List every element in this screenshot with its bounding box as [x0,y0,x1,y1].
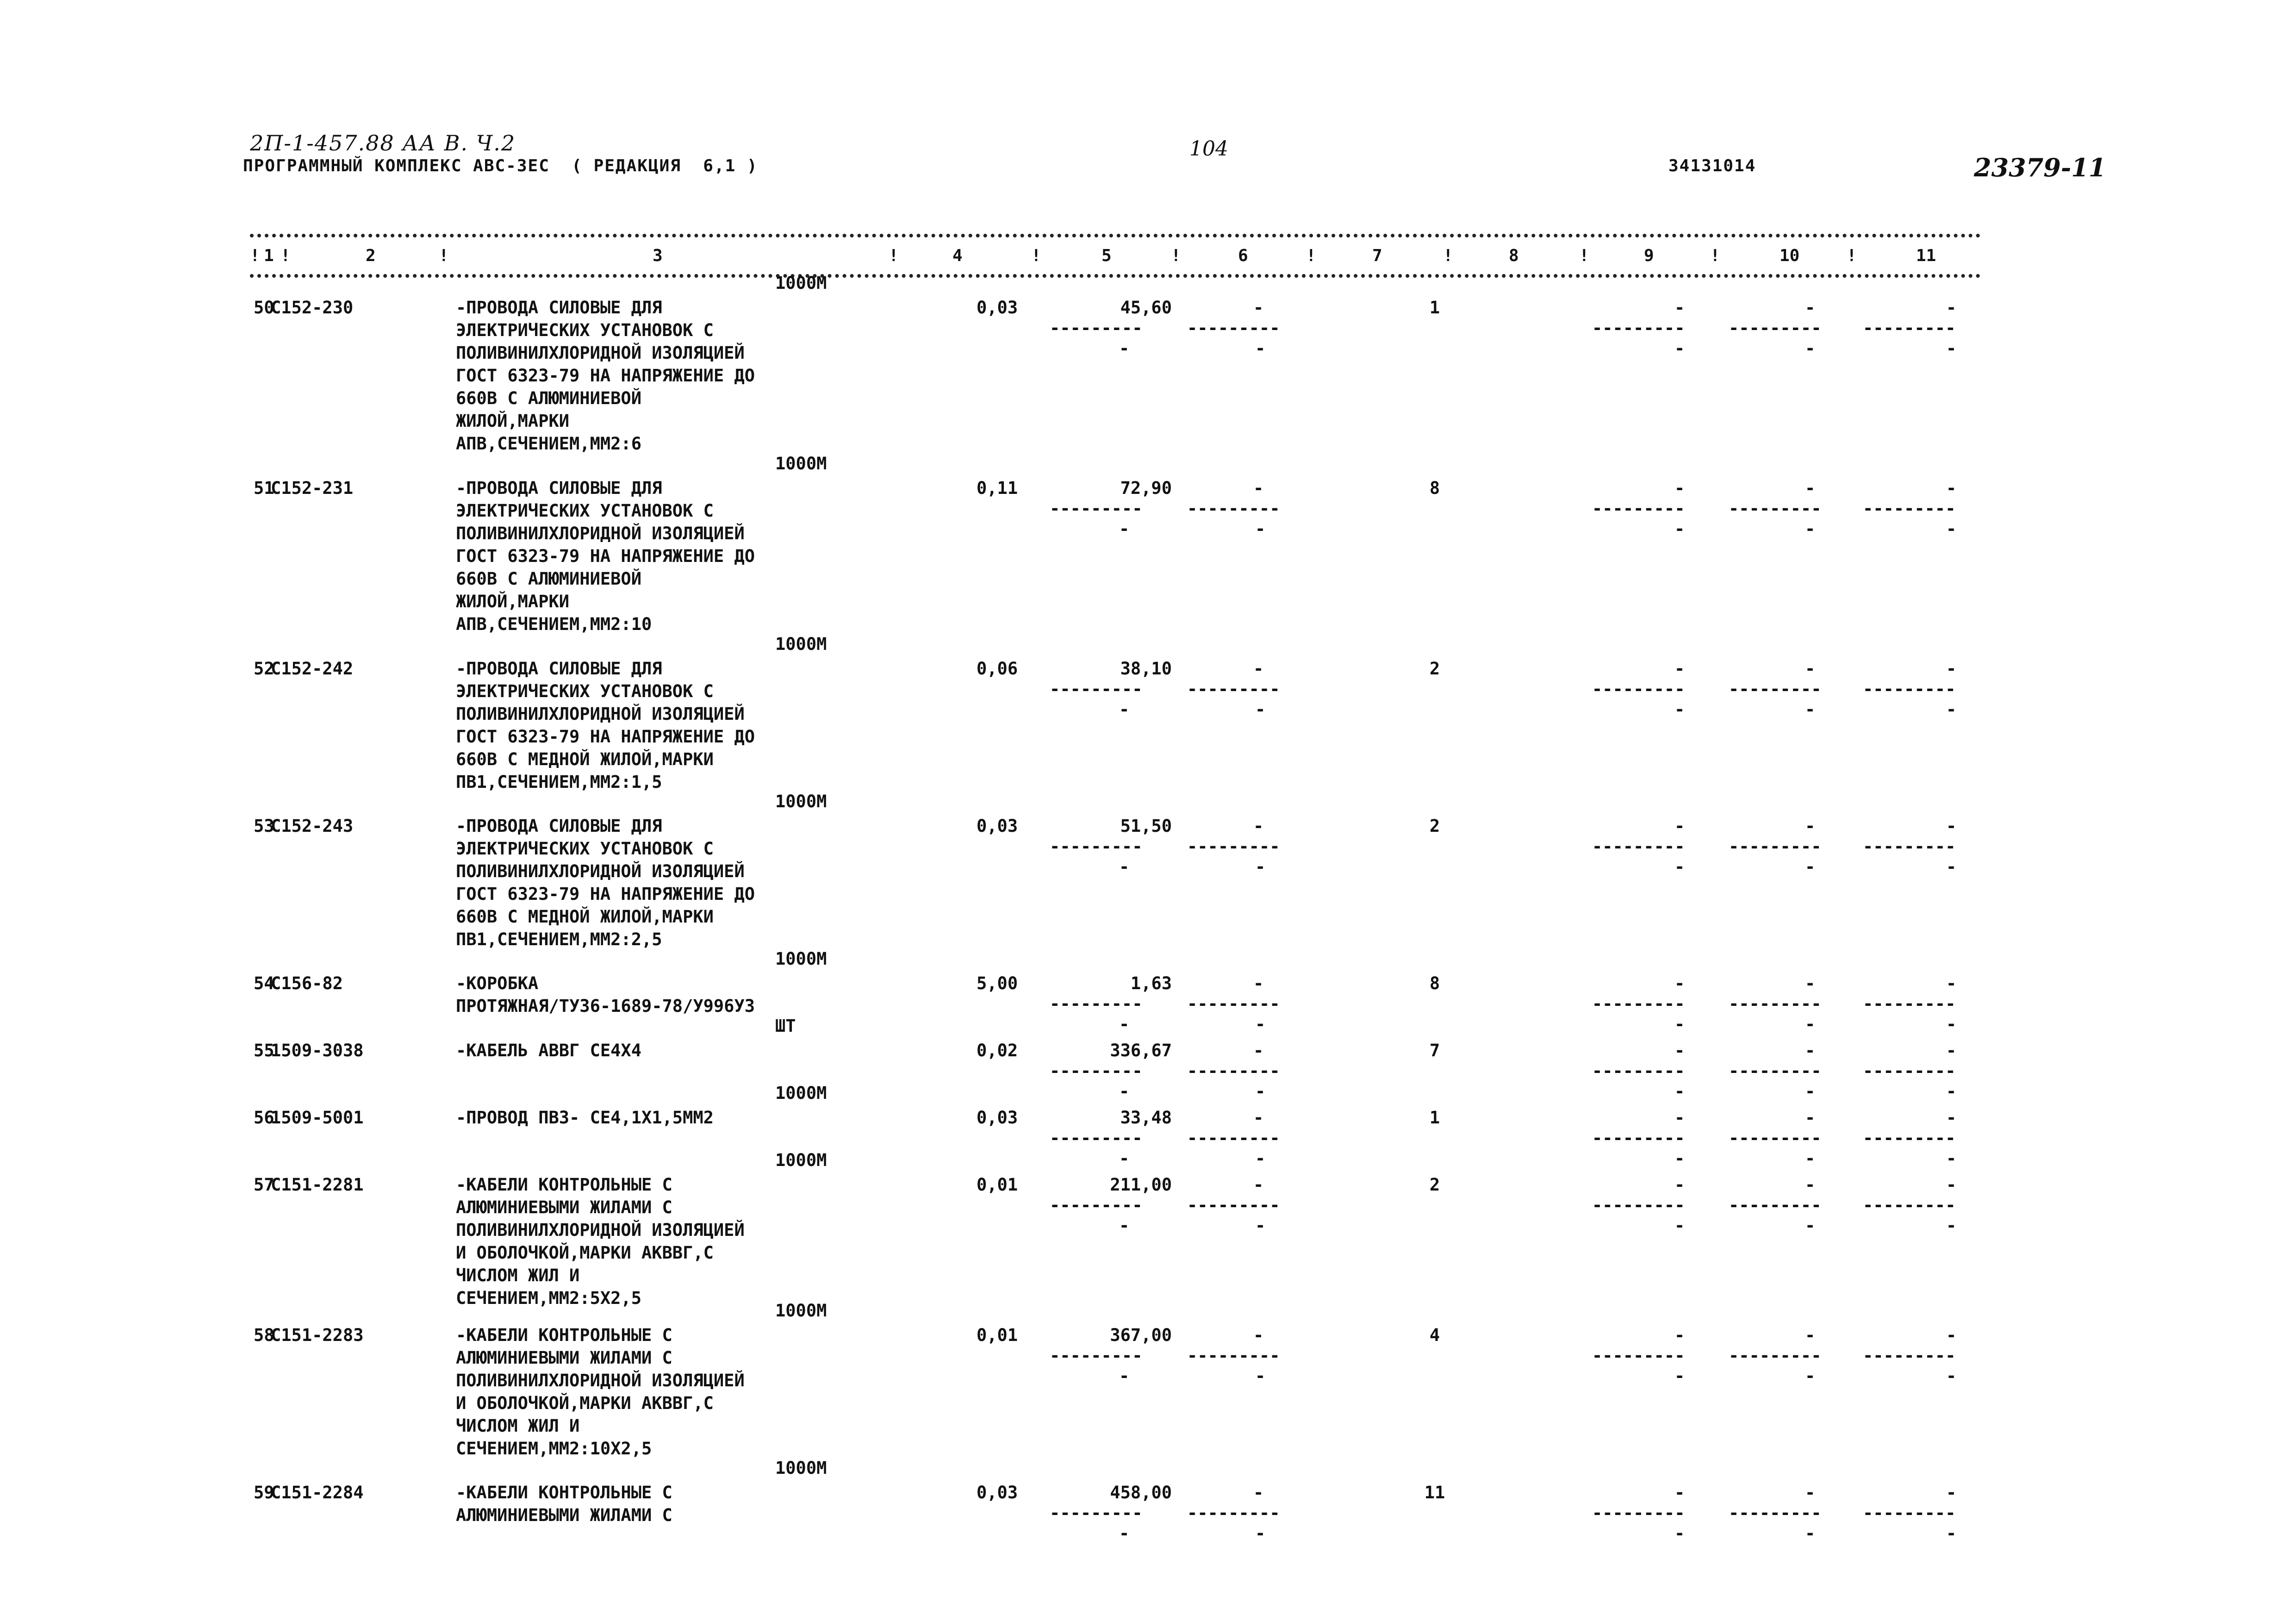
cell-col6: - [1253,1483,1264,1503]
cell-col8: 7 [1429,1041,1440,1060]
dash-rule: --------- [1187,1346,1280,1365]
dash-mark: - [1805,1081,1816,1101]
col-1: 1 [264,246,274,265]
cell-col11: - [1946,816,1957,836]
cell-col10: - [1805,816,1816,836]
cell-col5: 33,48 [1120,1108,1172,1128]
dash-rule: --------- [1050,1503,1143,1523]
dash-rule: --------- [1187,994,1280,1014]
unit-label: 1000М [775,949,827,969]
row-code: С151-2283 [271,1325,364,1345]
cell-col5: 1,63 [1130,973,1172,993]
row-description: -ПРОВОДА СИЛОВЫЕ ДЛЯ ЭЛЕКТРИЧЕСКИХ УСТАНОВОК С ПОЛИВИНИЛХЛОРИДНОЙ ИЗОЛЯЦИЕЙ ГОСТ 6323-79 НА НАПРЯЖЕНИЕ ДО 660В С АЛЮМИНИЕВОЙ ЖИЛОЙ,МАРКИ АПВ,СЕЧЕНИЕМ,ММ2:10 [456,478,755,634]
dash-rule: --------- [1592,994,1685,1014]
dash-mark: - [1119,1216,1130,1235]
row-number: 59 [254,1483,274,1503]
cell-col4: 0,03 [977,298,1018,318]
dash-rule: --------- [1729,836,1822,856]
unit-label: 1000М [775,273,827,293]
dash-rule: --------- [1863,1346,1956,1365]
dash-rule: --------- [1050,994,1143,1014]
dash-mark: - [1946,857,1957,877]
col-10: 10 [1780,246,1800,265]
col-7: 7 [1372,246,1382,265]
dash-rule: --------- [1592,1503,1685,1523]
col-8: 8 [1509,246,1519,265]
dash-mark: - [1805,1148,1816,1168]
unit-label: 1000М [775,1150,827,1170]
dash-rule: --------- [1592,679,1685,699]
row-code: С152-242 [271,659,354,679]
dash-mark: - [1805,1216,1816,1235]
cell-col6: - [1253,1041,1264,1060]
dash-rule: --------- [1592,1128,1685,1148]
cell-col11: - [1946,298,1957,318]
dash-rule: --------- [1729,1346,1822,1365]
dash-mark: - [1119,338,1130,358]
dash-rule: --------- [1050,1128,1143,1148]
dash-rule: --------- [1187,836,1280,856]
dash-mark: - [1119,1148,1130,1168]
cell-col4: 0,01 [977,1175,1018,1195]
dash-rule: --------- [1729,994,1822,1014]
cell-col11: - [1946,659,1957,679]
row-description: -КАБЕЛИ КОНТРОЛЬНЫЕ С АЛЮМИНИЕВЫМИ ЖИЛАМИ С [456,1483,672,1525]
unit-label: 1000М [775,792,827,811]
dash-mark: - [1119,857,1130,877]
cell-col8: 1 [1429,298,1440,318]
row-number: 58 [254,1325,274,1345]
cell-col5: 51,50 [1120,816,1172,836]
program-title: ПРОГРАММНЫЙ КОМПЛЕКС АВС-3ЕС ( РЕДАКЦИЯ 6,1 ) [243,156,758,175]
cell-col5: 72,90 [1120,478,1172,498]
dash-mark: - [1946,1366,1957,1386]
dash-rule: --------- [1592,836,1685,856]
col-4: 4 [952,246,963,265]
dash-rule: --------- [1187,318,1280,338]
dash-mark: - [1805,699,1816,719]
cell-col10: - [1805,1108,1816,1128]
dash-rule: --------- [1863,994,1956,1014]
dash-rule: --------- [1863,1195,1956,1215]
cell-col4: 0,03 [977,1483,1018,1503]
row-number: 56 [254,1108,274,1128]
dash-mark: - [1674,699,1685,719]
dash-rule: --------- [1729,1195,1822,1215]
dash-rule: --------- [1050,679,1143,699]
doc-reference: 2П-1-457.88 АА В. Ч.2 [250,131,516,156]
cell-col9: - [1674,659,1685,679]
cell-col6: - [1253,816,1264,836]
cell-col11: - [1946,478,1957,498]
dash-mark: - [1255,1523,1266,1543]
cell-col5: 45,60 [1120,298,1172,318]
cell-col10: - [1805,298,1816,318]
cell-col10: - [1805,1175,1816,1195]
cell-col9: - [1674,816,1685,836]
cell-col8: 2 [1429,659,1440,679]
dash-rule: --------- [1187,1128,1280,1148]
cell-col4: 0,11 [977,478,1018,498]
dash-rule: --------- [1863,1128,1956,1148]
dash-mark: - [1119,699,1130,719]
dash-mark: - [1805,519,1816,539]
dash-rule: --------- [1729,318,1822,338]
cell-col5: 458,00 [1110,1483,1172,1503]
dash-mark: - [1119,519,1130,539]
col-9: 9 [1644,246,1654,265]
unit-label: 1000М [775,1301,827,1321]
row-description: -КАБЕЛЬ АВВГ СЕ4Х4 [456,1041,641,1060]
dash-rule: --------- [1187,679,1280,699]
row-code: С151-2284 [271,1483,364,1503]
cell-col6: - [1253,659,1264,679]
cell-col4: 0,01 [977,1325,1018,1345]
cell-col10: - [1805,1483,1816,1503]
dash-mark: - [1119,1366,1130,1386]
cell-col10: - [1805,973,1816,993]
dash-mark: - [1805,1366,1816,1386]
cell-col4: 0,03 [977,1108,1018,1128]
document-code: 34131014 [1668,156,1756,175]
dash-mark: - [1674,1216,1685,1235]
dash-mark: - [1946,1148,1957,1168]
table-header-rule [250,274,1981,278]
dash-rule: --------- [1729,1061,1822,1081]
cell-col11: - [1946,1325,1957,1345]
dash-rule: --------- [1863,836,1956,856]
cell-col9: - [1674,1325,1685,1345]
cell-col4: 0,06 [977,659,1018,679]
row-number: 55 [254,1041,274,1060]
dash-mark: - [1674,1523,1685,1543]
dash-mark: - [1805,857,1816,877]
row-code: С156-82 [271,973,343,993]
cell-col11: - [1946,1483,1957,1503]
row-description: -ПРОВОДА СИЛОВЫЕ ДЛЯ ЭЛЕКТРИЧЕСКИХ УСТАНОВОК С ПОЛИВИНИЛХЛОРИДНОЙ ИЗОЛЯЦИЕЙ ГОСТ 6323-79 НА НАПРЯЖЕНИЕ ДО 660В С АЛЮМИНИЕВОЙ ЖИЛОЙ,МАРКИ АПВ,СЕЧЕНИЕМ,ММ2:6 [456,298,755,454]
dash-rule: --------- [1592,499,1685,518]
cell-col11: - [1946,1041,1957,1060]
dash-mark: - [1255,699,1266,719]
dash-mark: - [1805,1014,1816,1034]
cell-col8: 2 [1429,816,1440,836]
cell-col8: 4 [1429,1325,1440,1345]
cell-col8: 11 [1424,1483,1445,1503]
dash-mark: - [1674,857,1685,877]
dash-rule: --------- [1729,499,1822,518]
row-number: 53 [254,816,274,836]
dash-mark: - [1255,1081,1266,1101]
row-number: 50 [254,298,274,318]
cell-col6: - [1253,298,1264,318]
dash-mark: - [1119,1014,1130,1034]
row-code: 1509-3038 [271,1041,364,1060]
dash-mark: - [1674,338,1685,358]
dash-mark: - [1255,338,1266,358]
dash-mark: - [1946,1216,1957,1235]
dash-rule: --------- [1050,1346,1143,1365]
cell-col8: 8 [1429,478,1440,498]
dash-rule: --------- [1592,318,1685,338]
dash-rule: --------- [1187,1061,1280,1081]
dash-rule: --------- [1050,499,1143,518]
cell-col10: - [1805,1325,1816,1345]
row-description: -ПРОВОДА СИЛОВЫЕ ДЛЯ ЭЛЕКТРИЧЕСКИХ УСТАНОВОК С ПОЛИВИНИЛХЛОРИДНОЙ ИЗОЛЯЦИЕЙ ГОСТ 6323-79 НА НАПРЯЖЕНИЕ ДО 660В С МЕДНОЙ ЖИЛОЙ,МАРКИ ПВ1,СЕЧЕНИЕМ,ММ2:2,5 [456,816,755,949]
dash-mark: - [1674,1148,1685,1168]
cell-col5: 211,00 [1110,1175,1172,1195]
cell-col9: - [1674,1175,1685,1195]
dash-mark: - [1674,1081,1685,1101]
cell-col6: - [1253,973,1264,993]
stamp-number: 23379-11 [1974,153,2106,182]
dash-mark: - [1674,1366,1685,1386]
cell-col5: 367,00 [1110,1325,1172,1345]
cell-col10: - [1805,1041,1816,1060]
cell-col5: 336,67 [1110,1041,1172,1060]
cell-col6: - [1253,478,1264,498]
row-number: 54 [254,973,274,993]
dash-mark: - [1946,699,1957,719]
unit-label: 1000М [775,454,827,474]
row-code: С151-2281 [271,1175,364,1195]
row-code: 1509-5001 [271,1108,364,1128]
dash-rule: --------- [1863,1061,1956,1081]
dash-rule: --------- [1050,1195,1143,1215]
col-5: 5 [1101,246,1112,265]
dash-mark: - [1255,519,1266,539]
unit-label: 1000М [775,1458,827,1478]
cell-col9: - [1674,973,1685,993]
dash-mark: - [1255,1148,1266,1168]
dash-mark: - [1119,1081,1130,1101]
cell-col6: - [1253,1175,1264,1195]
dash-rule: --------- [1187,499,1280,518]
cell-col9: - [1674,1108,1685,1128]
dash-mark: - [1805,1523,1816,1543]
dash-rule: --------- [1050,836,1143,856]
dash-rule: --------- [1863,1503,1956,1523]
dash-mark: - [1674,519,1685,539]
col-3: 3 [653,246,663,265]
dash-mark: - [1946,338,1957,358]
dash-mark: - [1946,1014,1957,1034]
cell-col11: - [1946,973,1957,993]
cell-col8: 1 [1429,1108,1440,1128]
cell-col9: - [1674,298,1685,318]
page-number: 104 [1189,137,1228,161]
unit-label: ШТ [775,1016,796,1036]
dash-rule: --------- [1863,679,1956,699]
cell-col4: 0,02 [977,1041,1018,1060]
dash-mark: - [1255,1366,1266,1386]
cell-col10: - [1805,478,1816,498]
row-description: -КАБЕЛИ КОНТРОЛЬНЫЕ С АЛЮМИНИЕВЫМИ ЖИЛАМИ С ПОЛИВИНИЛХЛОРИДНОЙ ИЗОЛЯЦИЕЙ И ОБОЛОЧКОЙ,МАРКИ АКВВГ,С ЧИСЛОМ ЖИЛ И СЕЧЕНИЕМ,ММ2:5Х2,5 [456,1175,745,1308]
dash-rule: --------- [1050,1061,1143,1081]
cell-col4: 5,00 [977,973,1018,993]
dash-mark: - [1805,338,1816,358]
col-6: 6 [1238,246,1248,265]
col-11: 11 [1916,246,1936,265]
cell-col9: - [1674,1041,1685,1060]
unit-label: 1000М [775,634,827,654]
dash-rule: --------- [1863,318,1956,338]
dash-mark: - [1946,519,1957,539]
dash-rule: --------- [1729,1503,1822,1523]
row-description: -ПРОВОД ПВЗ- СЕ4,1Х1,5ММ2 [456,1108,714,1128]
dash-mark: - [1255,857,1266,877]
cell-col11: - [1946,1108,1957,1128]
dash-rule: --------- [1729,1128,1822,1148]
dash-mark: - [1255,1014,1266,1034]
dash-rule: --------- [1187,1503,1280,1523]
dash-mark: - [1946,1523,1957,1543]
row-code: С152-243 [271,816,354,836]
cell-col6: - [1253,1108,1264,1128]
row-description: -КОРОБКА ПРОТЯЖНАЯ/ТУ36-1689-78/У996У3 [456,973,755,1016]
cell-col4: 0,03 [977,816,1018,836]
cell-col6: - [1253,1325,1264,1345]
dash-rule: --------- [1187,1195,1280,1215]
cell-col5: 38,10 [1120,659,1172,679]
dash-mark: - [1946,1081,1957,1101]
dash-mark: - [1255,1216,1266,1235]
dash-mark: - [1119,1523,1130,1543]
row-code: С152-230 [271,298,354,318]
cell-col10: - [1805,659,1816,679]
table-top-rule [250,234,1981,237]
cell-col9: - [1674,1483,1685,1503]
cell-col11: - [1946,1175,1957,1195]
row-description: -КАБЕЛИ КОНТРОЛЬНЫЕ С АЛЮМИНИЕВЫМИ ЖИЛАМИ С ПОЛИВИНИЛХЛОРИДНОЙ ИЗОЛЯЦИЕЙ И ОБОЛОЧКОЙ,МАРКИ АКВВГ,С ЧИСЛОМ ЖИЛ И СЕЧЕНИЕМ,ММ2:10Х2,5 [456,1325,745,1459]
dash-rule: --------- [1050,318,1143,338]
dash-rule: --------- [1729,679,1822,699]
cell-col8: 8 [1429,973,1440,993]
unit-label: 1000М [775,1083,827,1103]
row-description: -ПРОВОДА СИЛОВЫЕ ДЛЯ ЭЛЕКТРИЧЕСКИХ УСТАНОВОК С ПОЛИВИНИЛХЛОРИДНОЙ ИЗОЛЯЦИЕЙ ГОСТ 6323-79 НА НАПРЯЖЕНИЕ ДО 660В С МЕДНОЙ ЖИЛОЙ,МАРКИ ПВ1,СЕЧЕНИЕМ,ММ2:1,5 [456,659,755,792]
row-code: С152-231 [271,478,354,498]
dash-mark: - [1674,1014,1685,1034]
dash-rule: --------- [1592,1061,1685,1081]
row-number: 57 [254,1175,274,1195]
dash-rule: --------- [1592,1195,1685,1215]
dash-rule: --------- [1863,499,1956,518]
col-2: 2 [366,246,376,265]
dash-rule: --------- [1592,1346,1685,1365]
cell-col9: - [1674,478,1685,498]
cell-col8: 2 [1429,1175,1440,1195]
row-number: 51 [254,478,274,498]
row-number: 52 [254,659,274,679]
